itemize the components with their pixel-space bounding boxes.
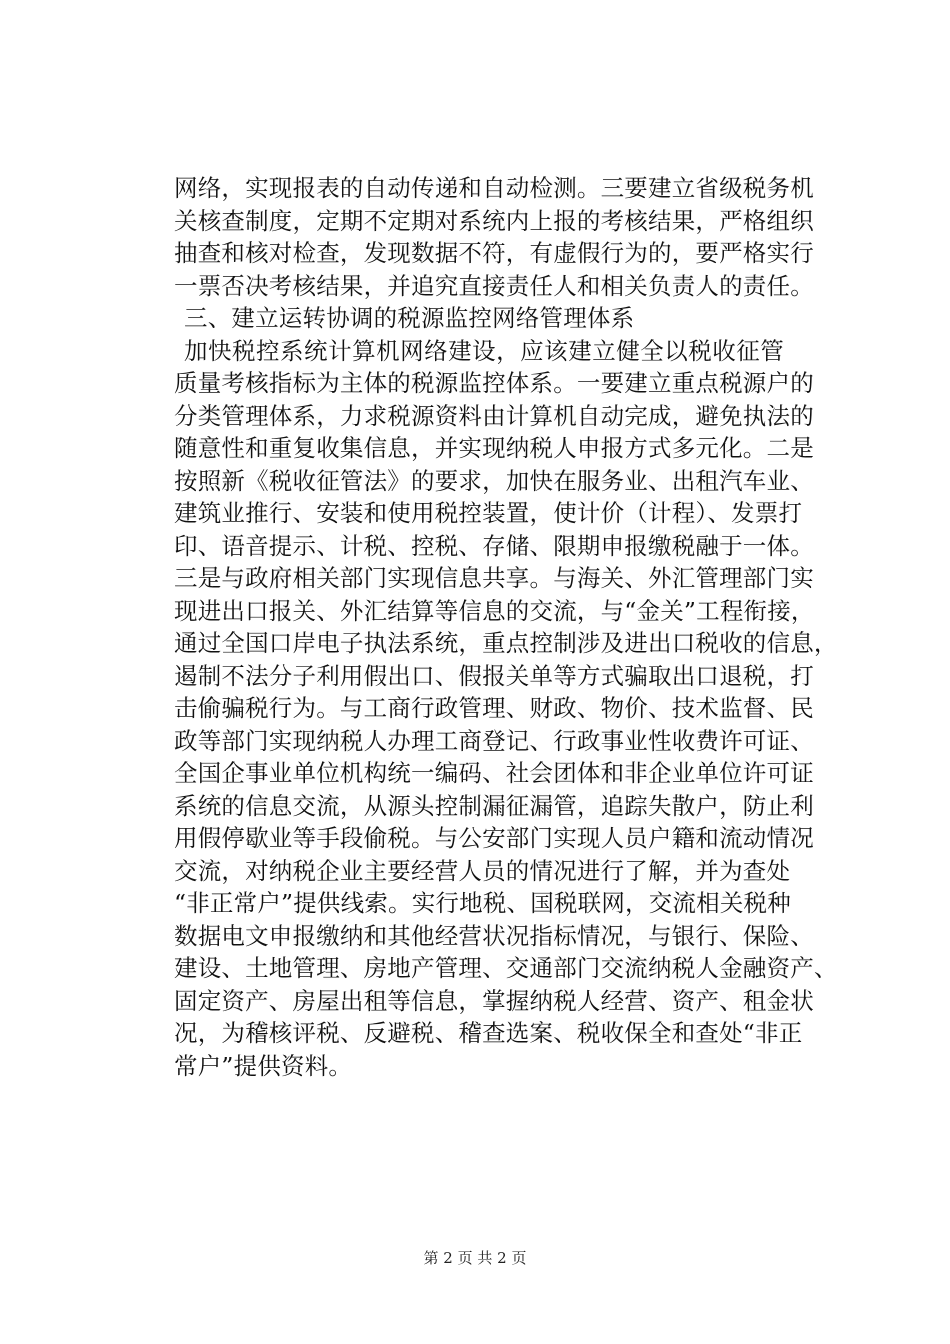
- text-line: 系统的信息交流，从源头控制漏征漏管，追踪失散户，防止利: [174, 791, 814, 820]
- text-line: 质量考核指标为主体的税源监控体系。一要建立重点税源户的: [174, 369, 814, 397]
- text-line: 随意性和重复收集信息，并实现纳税人申报方式多元化。二是: [174, 434, 814, 462]
- text-line: 政等部门实现纳税人办理工商登记、行政事业性收费许可证、: [174, 726, 814, 755]
- text-line: 固定资产、房屋出租等信息，掌握纳税人经营、资产、租金状: [174, 986, 814, 1015]
- text-line: 建设、土地管理、房地产管理、交通部门交流纳税人金融资产、: [174, 954, 838, 982]
- text-line: 常户”提供资料。: [174, 1051, 353, 1080]
- text-line: 击偷骗税行为。与工商行政管理、财政、物价、技术监督、民: [174, 694, 814, 722]
- page-number: 第 2 页 共 2 页: [423, 1249, 527, 1267]
- text-line: 全国企事业单位机构统一编码、社会团体和非企业单位许可证: [174, 759, 814, 787]
- text-line: 现进出口报关、外汇结算等信息的交流，与“金关”工程衔接，: [174, 596, 815, 625]
- text-line: 建筑业推行、安装和使用税控装置，使计价（计程）、发票打: [174, 499, 803, 527]
- text-line: 通过全国口岸电子执法系统，重点控制涉及进出口税收的信息，: [174, 629, 838, 657]
- text-line: 交流，对纳税企业主要经营人员的情况进行了解，并为查处: [174, 856, 791, 885]
- text-line: “非正常户”提供线索。实行地税、国税联网，交流相关税种: [174, 889, 791, 917]
- body-text: [174, 172, 838, 1082]
- text-line: 三是与政府相关部门实现信息共享。与海关、外汇管理部门实: [174, 564, 814, 592]
- text-line: 一票否决考核结果，并追究直接责任人和相关负责人的责任。: [174, 271, 814, 300]
- text-line: 用假停歇业等手段偷税。与公安部门实现人员户籍和流动情况: [174, 824, 814, 852]
- text-line: 遏制不法分子利用假出口、假报关单等方式骗取出口退税，打: [174, 661, 814, 690]
- text-line: 网络，实现报表的自动传递和自动检测。三要建立省级税务机: [174, 174, 814, 202]
- section-heading: 三、建立运转协调的税源监控网络管理体系: [184, 304, 635, 332]
- text-line: 况，为稽核评税、反避税、稽查选案、税收保全和查处“非正: [174, 1019, 803, 1047]
- text-line: 抽查和核对检查，发现数据不符，有虚假行为的，要严格实行: [174, 239, 814, 267]
- text-line: 印、语音提示、计税、控税、存储、限期申报缴税融于一体。: [174, 531, 814, 560]
- text-line: 按照新《税收征管法》的要求，加快在服务业、出租汽车业、: [174, 466, 814, 495]
- text-line: 数据电文申报缴纳和其他经营状况指标情况，与银行、保险、: [174, 921, 814, 950]
- text-line: 分类管理体系，力求税源资料由计算机自动完成，避免执法的: [174, 401, 814, 430]
- text-line: 加快税控系统计算机网络建设，应该建立健全以税收征管: [184, 336, 784, 365]
- text-line: 关核查制度，定期不定期对系统内上报的考核结果，严格组织: [174, 206, 814, 235]
